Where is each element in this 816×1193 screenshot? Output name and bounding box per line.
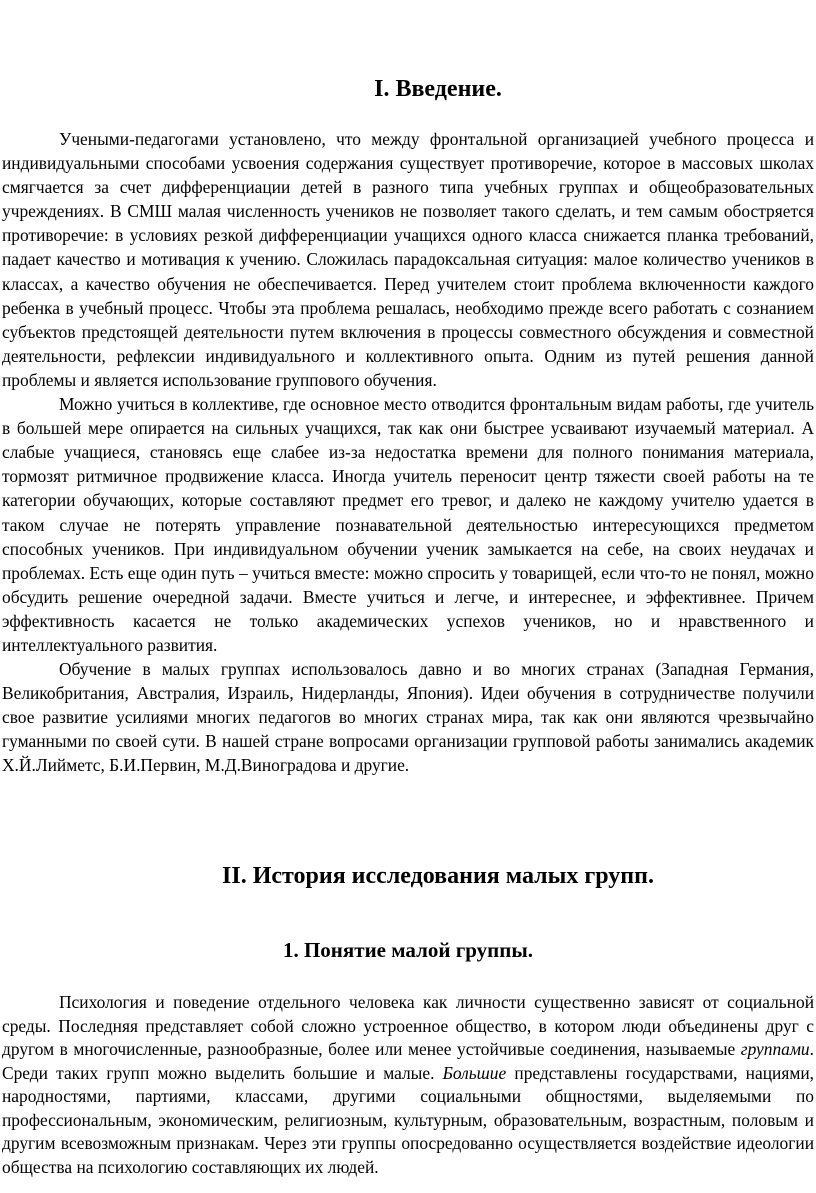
paragraph: Можно учиться в коллективе, где основное место отводится фронтальным видам работы, где учитель в большей мере опирается на сильных учащихся, так как они быстрее усваивают изучаемый материал. А слабые учащиеся, становясь еще слабее из-за недостатка времени для полного понимания материала, тормозят ритмичное продвижение класса. Иногда учитель переносит центр тяжести своей работы на те категории обучающих, которые составляют предмет его тревог, и далеко не каждому учителю удается в таком случае не потерять управление познавательной деятельностью интересующихся предметом способных учеников. При индивидуальном обучении ученик замыкается на себе, на своих неудачах и проблемах. Есть еще один путь – учиться вместе: можно спросить у товарищей, если что-то не понял, можно обсудить решение очередной задачи. Вместе учиться и легче, и интереснее, и эффективнее. Причем эффективность касается не только академических успехов учеников, но и нравственного и интеллектуального развития. <box>2 394 814 655</box>
emphasis-groups: группами <box>740 1039 810 1059</box>
section-1-body <box>2 127 814 778</box>
paragraph-text: представлены государствами, нациями, народностями, партиями, классами, другими социальными общностями, выделяемыми по профессиональным, экономическим, религиозным, культурным, образовательным, возрастным, половым и другим всевозможным признакам. Через эти группы опосредованно осуществляется воздействие идеологии общества на психологию составляющих их людей. <box>2 1062 814 1177</box>
paragraph: Обучение в малых группах использовалось давно и во многих странах (Западная Германия, Великобритания, Австралия, Израиль, Нидерланды, Япония). Идеи обучения в сотрудничестве получили свое развитие усилиями многих педагогов во многих странах мира, так как они являются чрезвычайно гуманными по своей сути. В нашей стране вопросами организации групповой работы занимались академик Х.Й.Лийметс, Б.И.Первин, М.Д.Виноградова и другие. <box>2 659 814 776</box>
section-2-title: II. История исследования малых групп. <box>222 863 654 889</box>
paragraph-text: Психология и поведение отдельного человека как личности существенно зависят от социальной среды. Последняя представляет собой сложно устроенное общество, в котором люди объединены друг с другом в многочисленные, разнообразные, более или менее устойчивые соединения, называемые <box>2 992 814 1059</box>
section-2-body <box>2 991 814 1179</box>
paragraph-text: . Среди таких групп можно выделить большие и малые. <box>2 1039 814 1083</box>
section-1-title: I. Введение. <box>374 76 502 102</box>
emphasis-large: Большие <box>442 1062 507 1083</box>
subsection-title: 1. Понятие малой группы. <box>282 938 534 962</box>
paragraph <box>2 991 814 1179</box>
paragraph: Учеными-педагогами установлено, что между фронтальной организацией учебного процесса и индивидуальными способами усвоения содержания существует противоречие, которое в массовых школах смягчается за счет дифференциации детей в разного типа учебных группах и общеобразовательных учреждениях. В СМШ малая численность учеников не позволяет такого сделать, и тем самым обостряется противоречие: в условиях резкой дифференциации учащихся одного класса снижается планка требований, падает качество и мотивация к учению. Сложилась парадоксальная ситуация: малое количество учеников в классах, а качество обучения не обеспечивается. Перед учителем стоит проблема включенности каждого ребенка в учебный процесс. Чтобы эта проблема решалась, необходимо прежде всего работать с сознанием субъектов предстоящей деятельности путем включения в процессы совместного обсуждения и совместной деятельности, рефлексии индивидуального и коллективного опыта. Одним из путей решения данной проблемы и является использование группового обучения. <box>2 129 814 390</box>
